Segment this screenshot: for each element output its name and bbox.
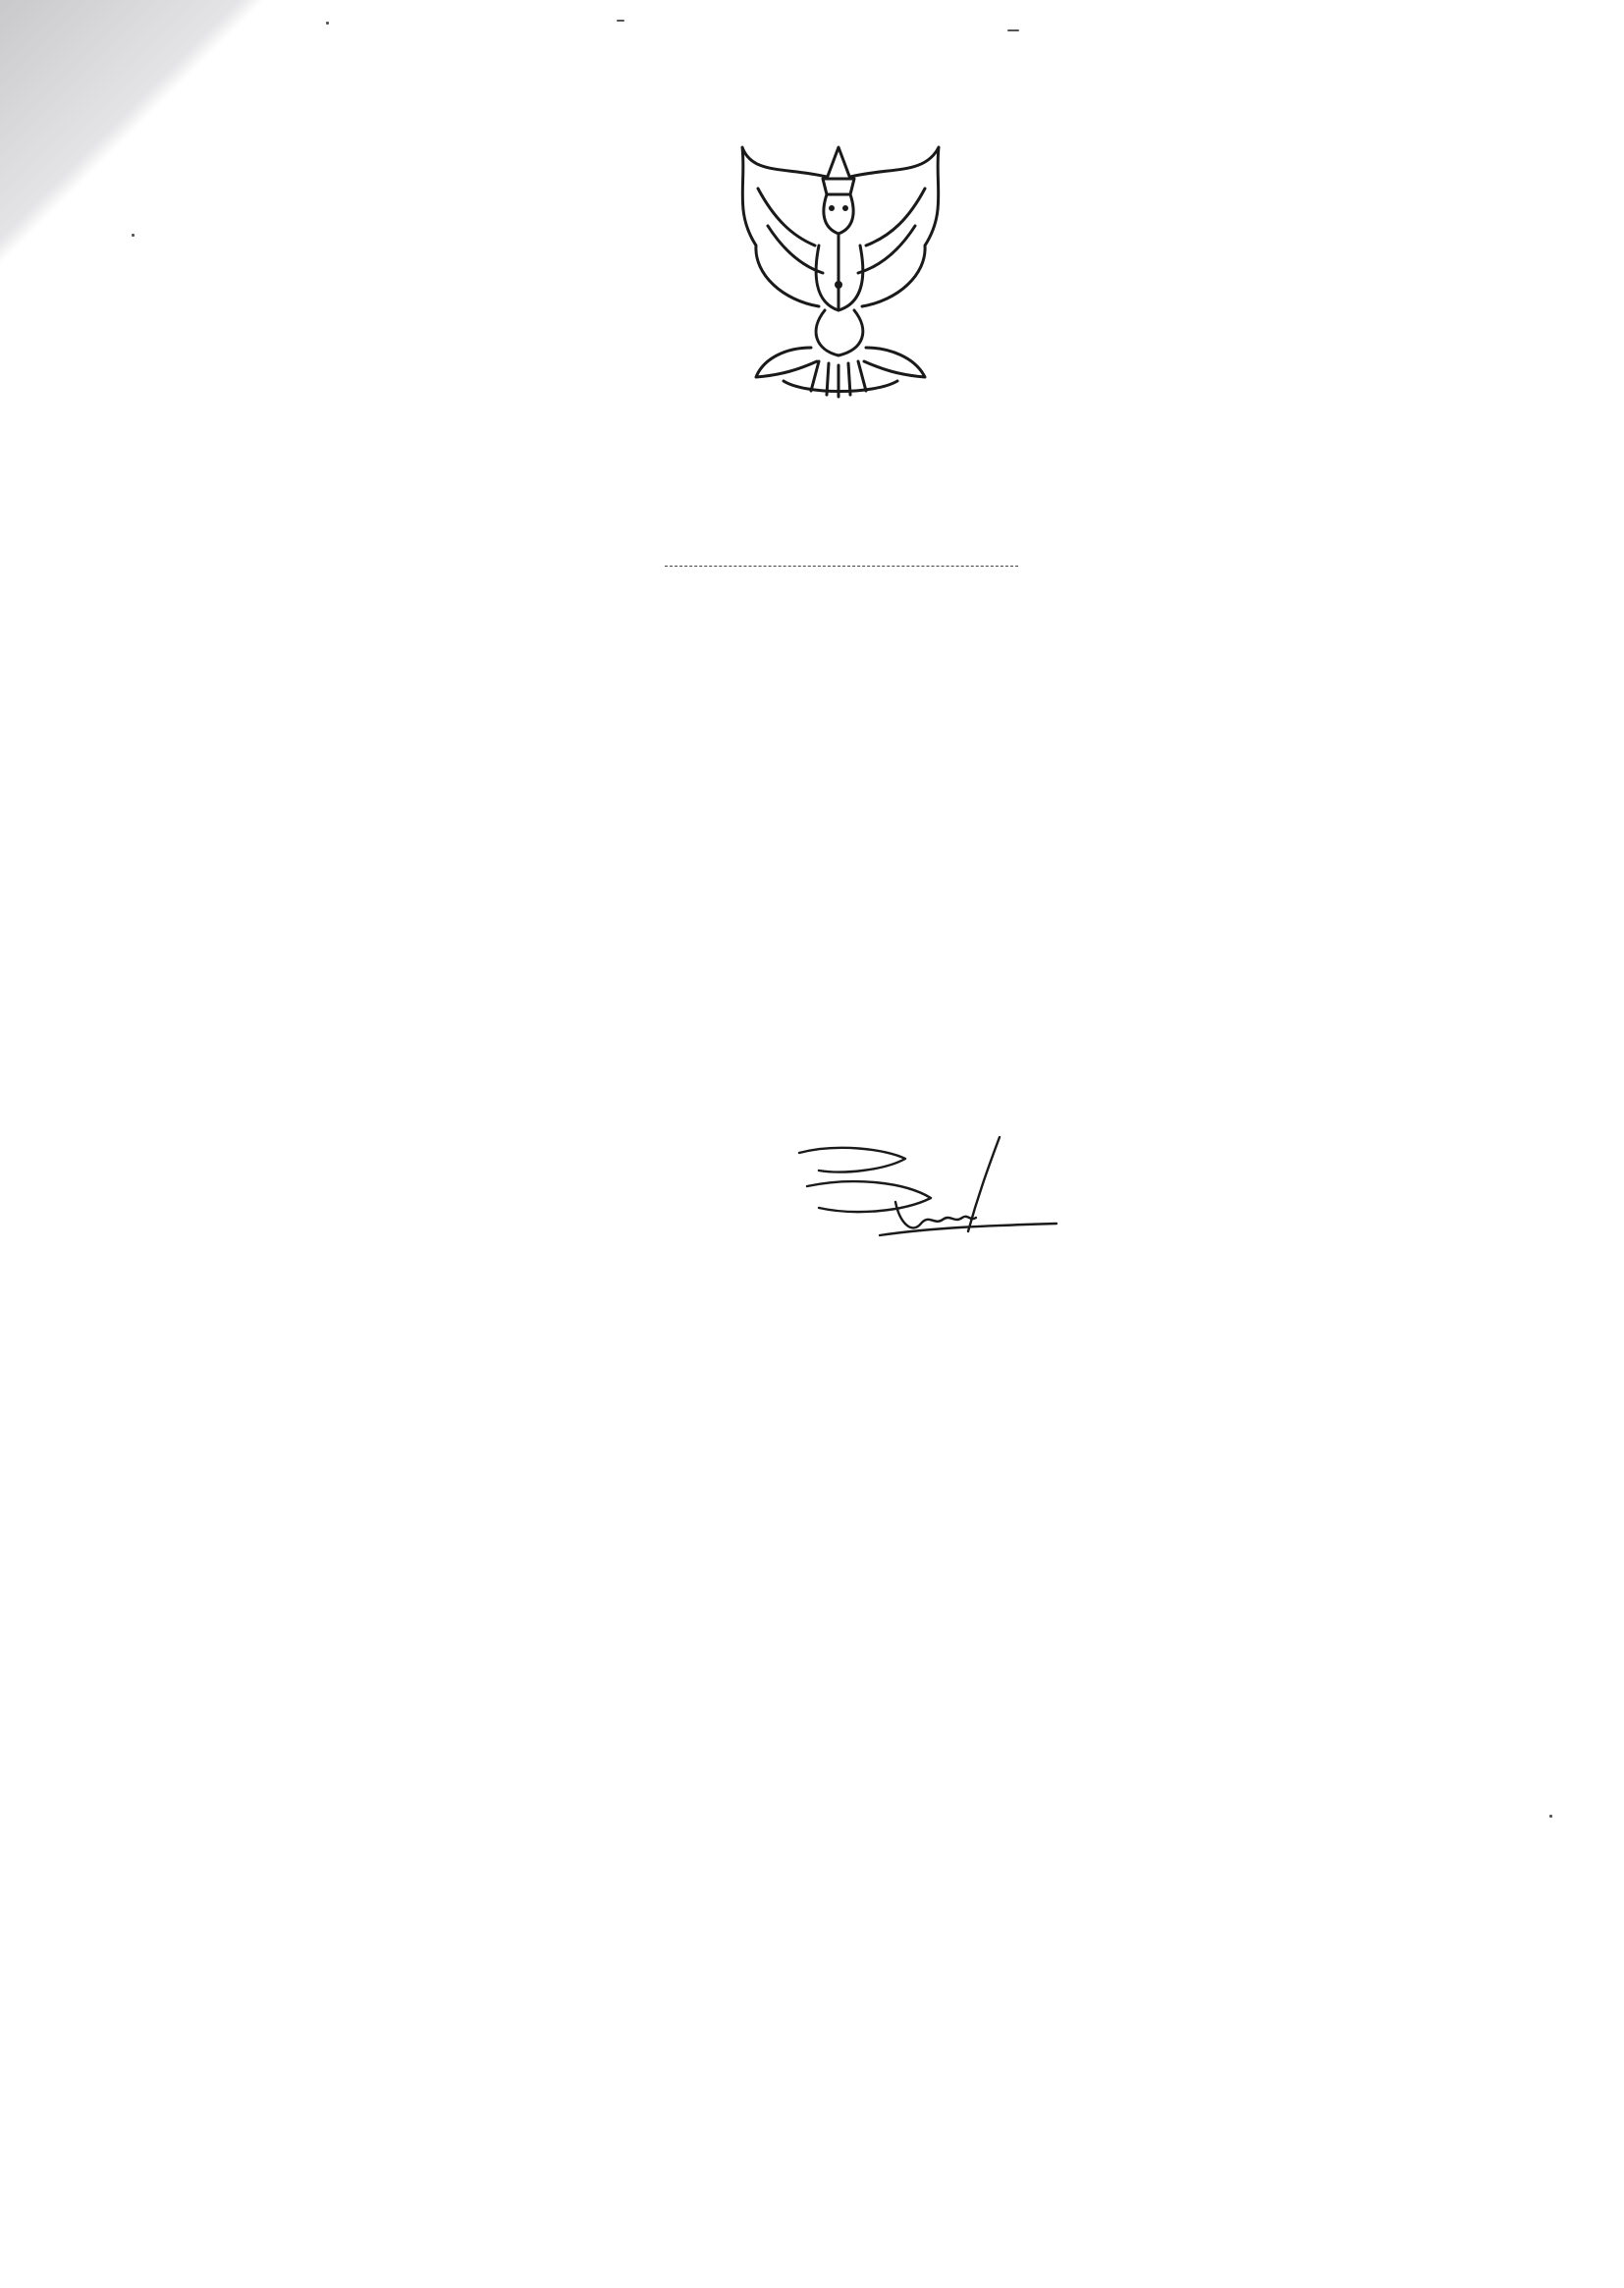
scan-speck [326,22,329,25]
scan-speck [132,234,135,237]
header-divider [665,566,1018,567]
page-corner-fold [0,0,265,265]
subject-line [388,504,1370,543]
scan-speck [617,20,624,22]
scan-speck [1007,29,1019,31]
handwritten-signature-icon [785,1129,1070,1257]
scan-speck [1549,1815,1552,1818]
garuda-emblem-icon [729,137,954,403]
